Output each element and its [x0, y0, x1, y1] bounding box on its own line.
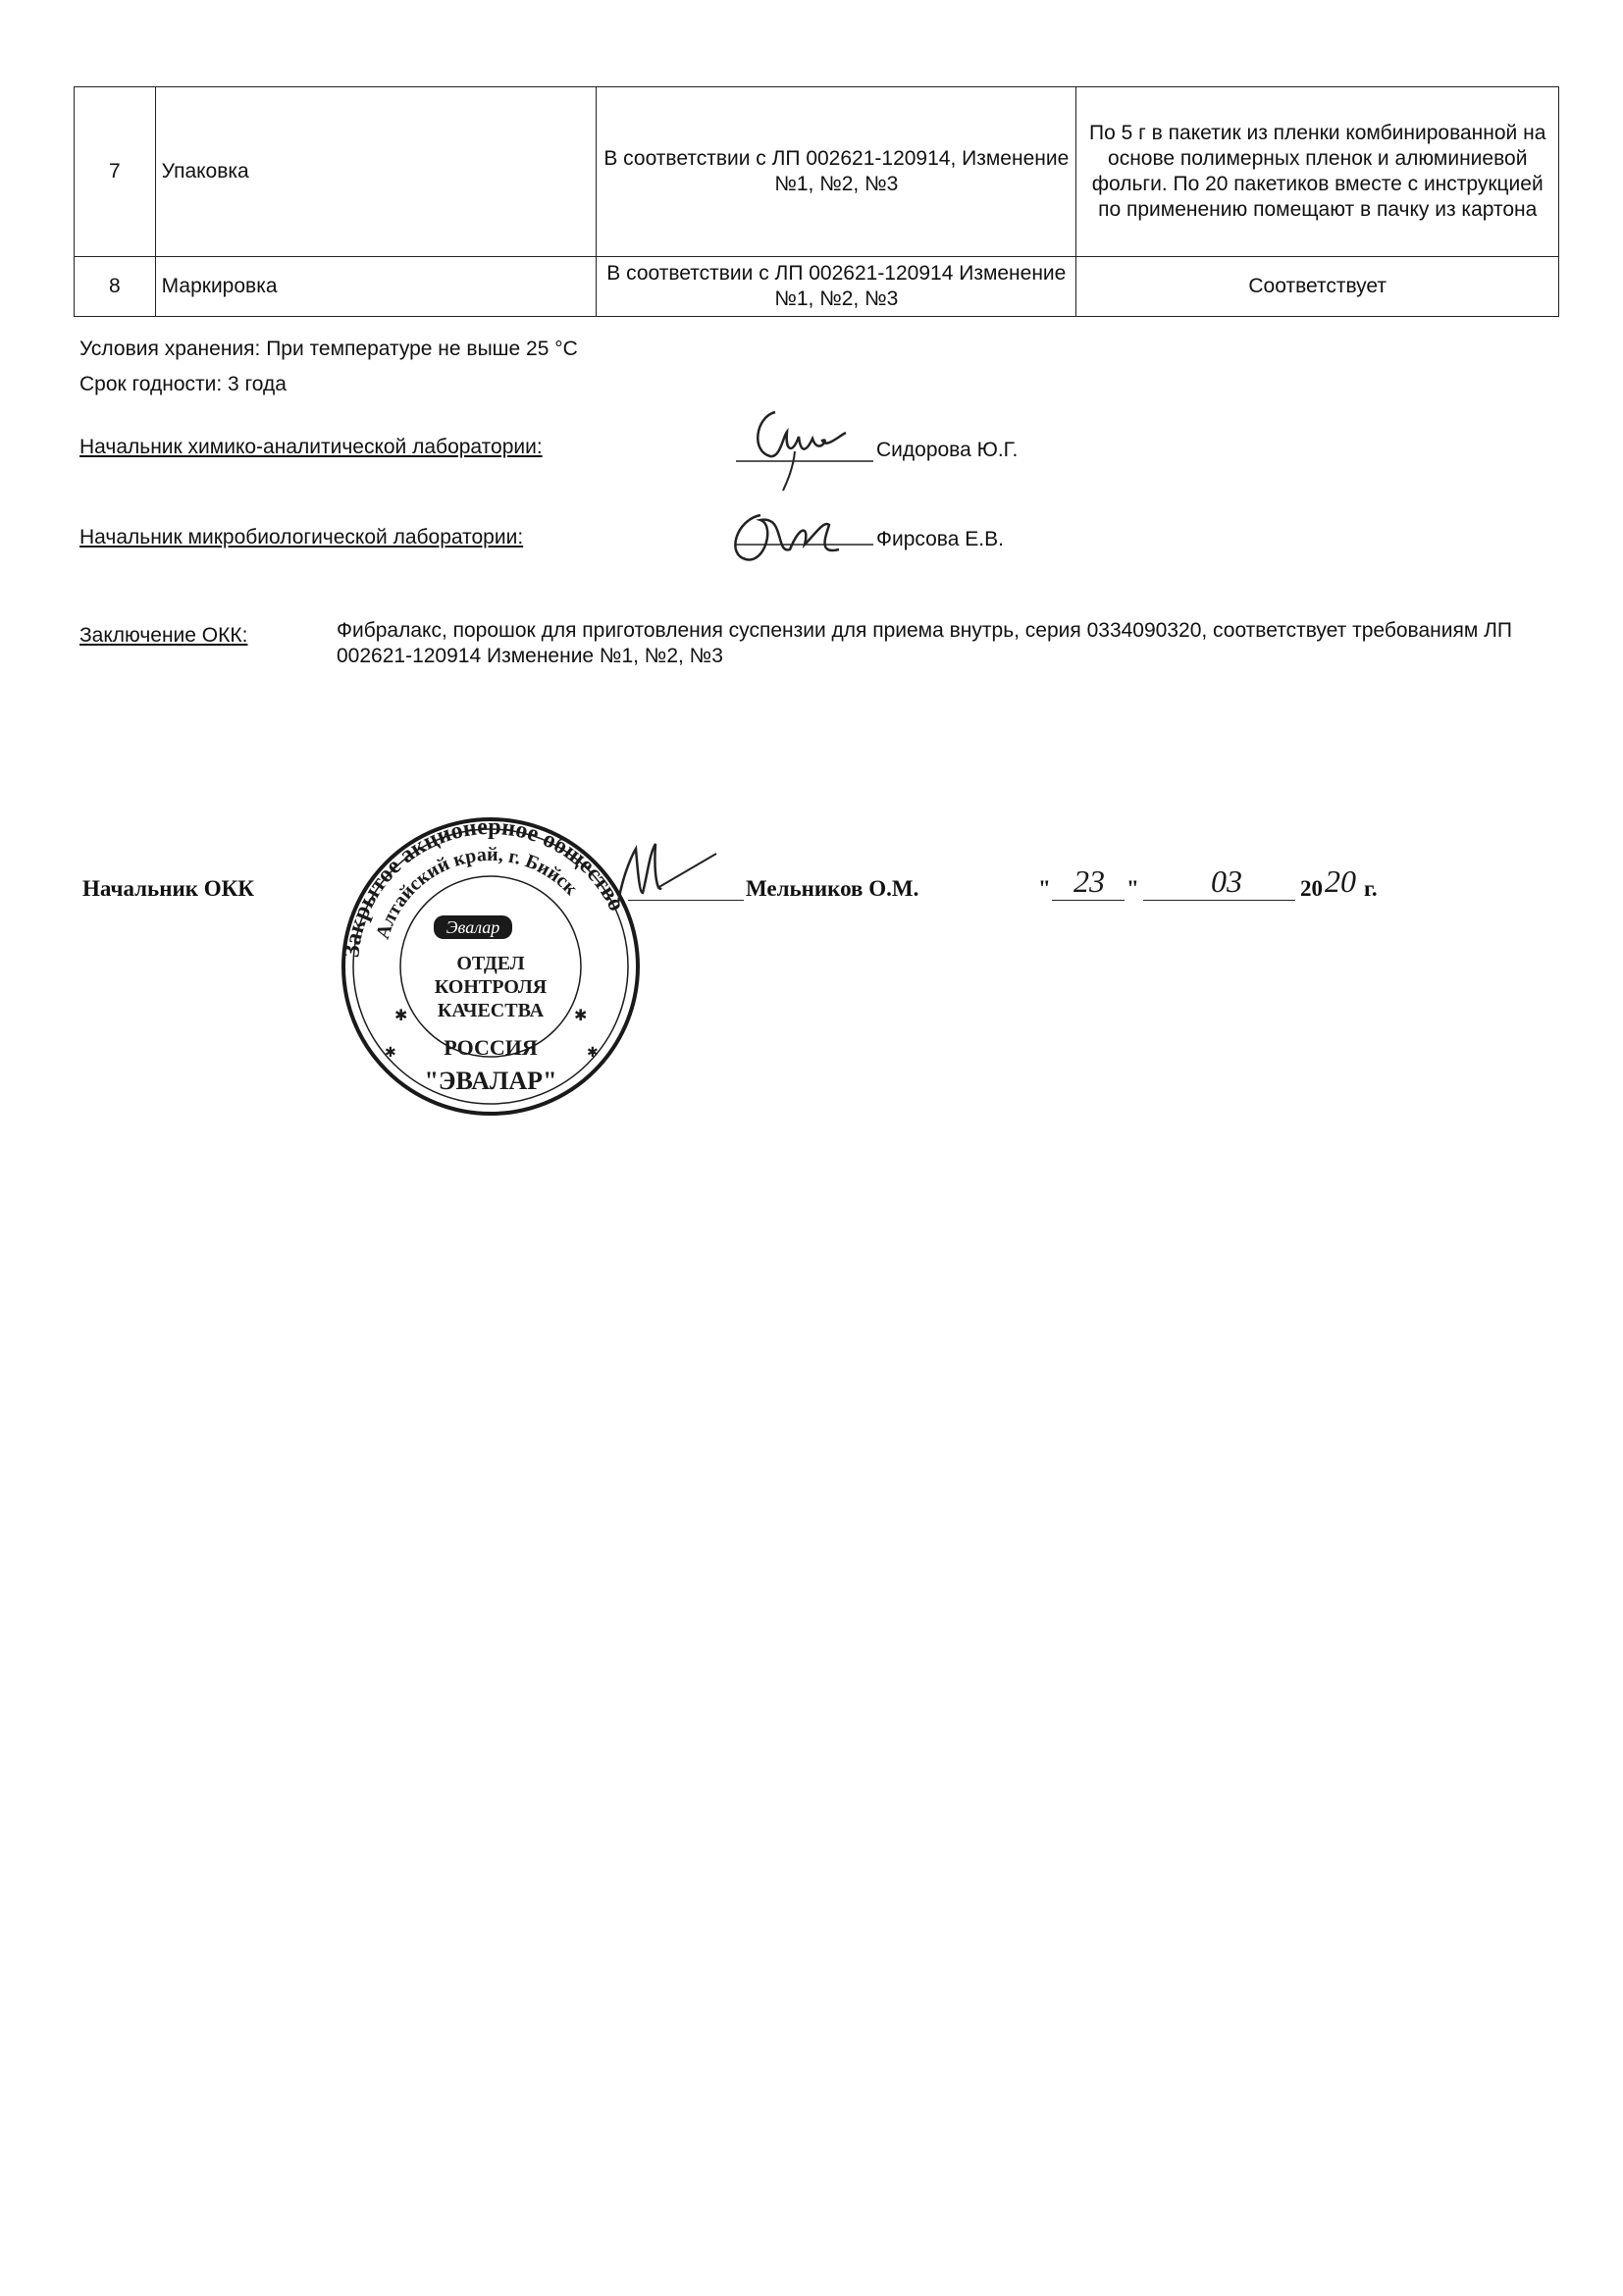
- okk-head-title: Начальник ОКК: [82, 876, 254, 901]
- date-month: 03: [1211, 863, 1242, 899]
- row-result: Соответствует: [1076, 257, 1559, 317]
- okk-head-name: Мельников О.М.: [746, 876, 919, 901]
- svg-text:✱: ✱: [574, 1008, 588, 1024]
- table-row: [75, 87, 1559, 257]
- svg-text:"ЭВАЛАР": "ЭВАЛАР": [424, 1067, 557, 1095]
- svg-text:✱: ✱: [385, 1044, 396, 1060]
- svg-text:ОТДЕЛ: ОТДЕЛ: [456, 953, 525, 974]
- row-number: 8: [75, 257, 156, 317]
- date-year-prefix: 20: [1300, 876, 1323, 901]
- date-day: 23: [1073, 863, 1105, 899]
- date-month-line: [1143, 900, 1295, 901]
- row-requirement: В соответствии с ЛП 002621-120914, Изменение №1, №2, №3: [597, 87, 1076, 257]
- date-day-line: [1052, 900, 1125, 901]
- okk-signature-line: [628, 900, 744, 901]
- date-year-end: г.: [1364, 876, 1378, 901]
- svg-text:Алтайский край, г. Бийск: Алтайский край, г. Бийск: [372, 843, 582, 942]
- chem-lab-title: Начальник химико-аналитической лаборатории:: [79, 436, 543, 458]
- table-row: [75, 257, 1559, 317]
- storage-conditions: Условия хранения: При температуре не выше 25 °С: [79, 338, 578, 360]
- svg-text:Закрытое акционерное общество: Закрытое акционерное общество: [339, 813, 630, 960]
- micro-lab-signature: [716, 496, 873, 574]
- row-requirement: В соответствии с ЛП 002621-120914 Изменение №1, №2, №3: [597, 257, 1076, 317]
- svg-text:✱: ✱: [394, 1008, 408, 1024]
- chem-lab-name: Сидорова Ю.Г.: [876, 439, 1019, 461]
- shelf-life: Срок годности: 3 года: [79, 373, 287, 395]
- date-quote-open: ": [1038, 876, 1051, 901]
- chem-lab-signature: [736, 397, 873, 496]
- row-number: 7: [75, 87, 156, 257]
- micro-lab-name: Фирсова Е.В.: [876, 528, 1004, 550]
- conclusion-label: Заключение ОКК:: [79, 624, 248, 647]
- row-parameter: Упаковка: [155, 87, 596, 257]
- row-result: По 5 г в пакетик из пленки комбинированной на основе полимерных пленок и алюминиевой фольги. По 20 пакетиков вместе с инструкцией по применению помещают в пачку из картона: [1076, 87, 1559, 257]
- svg-text:Эвалар: Эвалар: [445, 917, 500, 937]
- okk-signature: [589, 834, 765, 913]
- micro-lab-title: Начальник микробиологической лаборатории:: [79, 526, 524, 548]
- svg-text:КОНТРОЛЯ: КОНТРОЛЯ: [434, 976, 548, 998]
- date-quote-close: ": [1126, 876, 1139, 901]
- date-year-suffix: 20: [1325, 863, 1356, 899]
- svg-text:РОССИЯ: РОССИЯ: [444, 1035, 538, 1060]
- svg-text:КАЧЕСТВА: КАЧЕСТВА: [437, 1000, 545, 1021]
- conclusion-text: Фибралакс, порошок для приготовления суспензии для приема внутрь, серия 0334090320, соответствует требованиям ЛП 002621-120914 Изменение №1, №2, №3: [337, 619, 1512, 667]
- results-table: [74, 86, 1559, 317]
- row-parameter: Маркировка: [155, 257, 596, 317]
- svg-text:✱: ✱: [587, 1044, 599, 1060]
